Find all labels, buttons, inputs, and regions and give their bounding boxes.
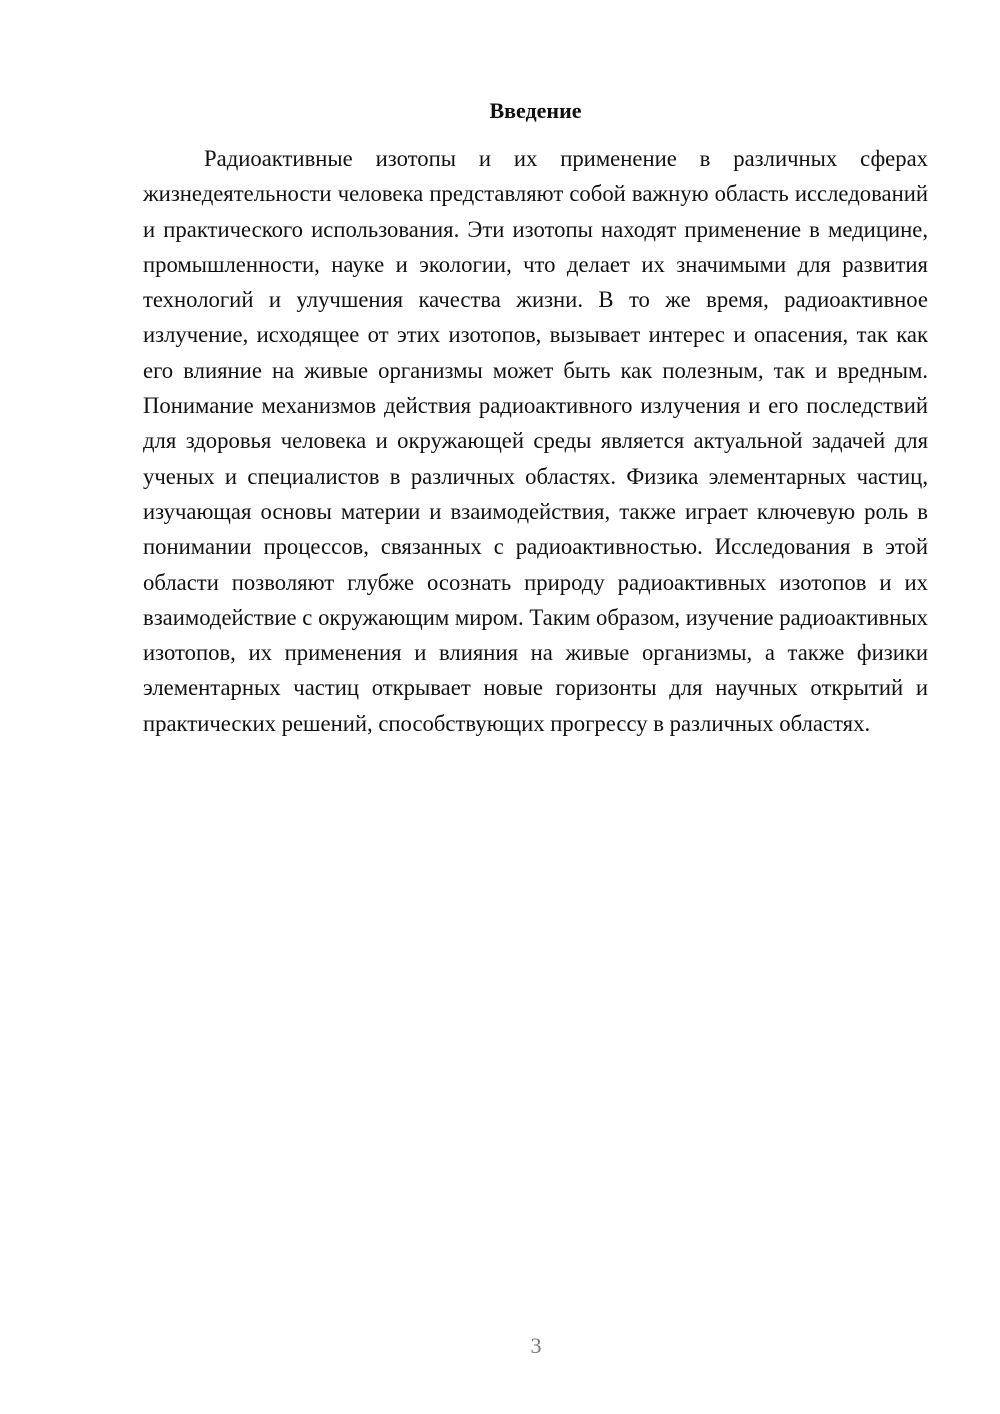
body-paragraph: Радиоактивные изотопы и их применение в различных сферах жизнедеятельности человека представляют собой важную область исследований и практического использования. Эти изотопы находят применение в медицине, промышленности, науке и экологии, что делает их значимыми для развития технологий и улучшения качества жизни. В то же время, радиоактивное излучение, исходящее от этих изотопов, вызывает интерес и опасения, так как его влияние на живые организмы может быть как полезным, так и вредным. Понимание механизмов действия радиоактивного излучения и его последствий для здоровья человека и окружающей среды является актуальной задачей для ученых и специалистов в различных областях. Физика элементарных частиц, изучающая основы материи и взаимодействия, также играет ключевую роль в понимании процессов, связанных с радиоактивностью. Исследования в этой области позволяют глубже осознать природу радиоактивных изотопов и их взаимодействие с окружающим миром. Таким образом, изучение радиоактивных изотопов, их применения и влияния на живые организмы, а также физики элементарных частиц открывает новые горизонты для научных открытий и практических решений, способствующих прогрессу в различных областях. — [143, 146, 928, 736]
page-number: 3 — [530, 1333, 542, 1358]
section-heading: Введение — [489, 98, 582, 123]
